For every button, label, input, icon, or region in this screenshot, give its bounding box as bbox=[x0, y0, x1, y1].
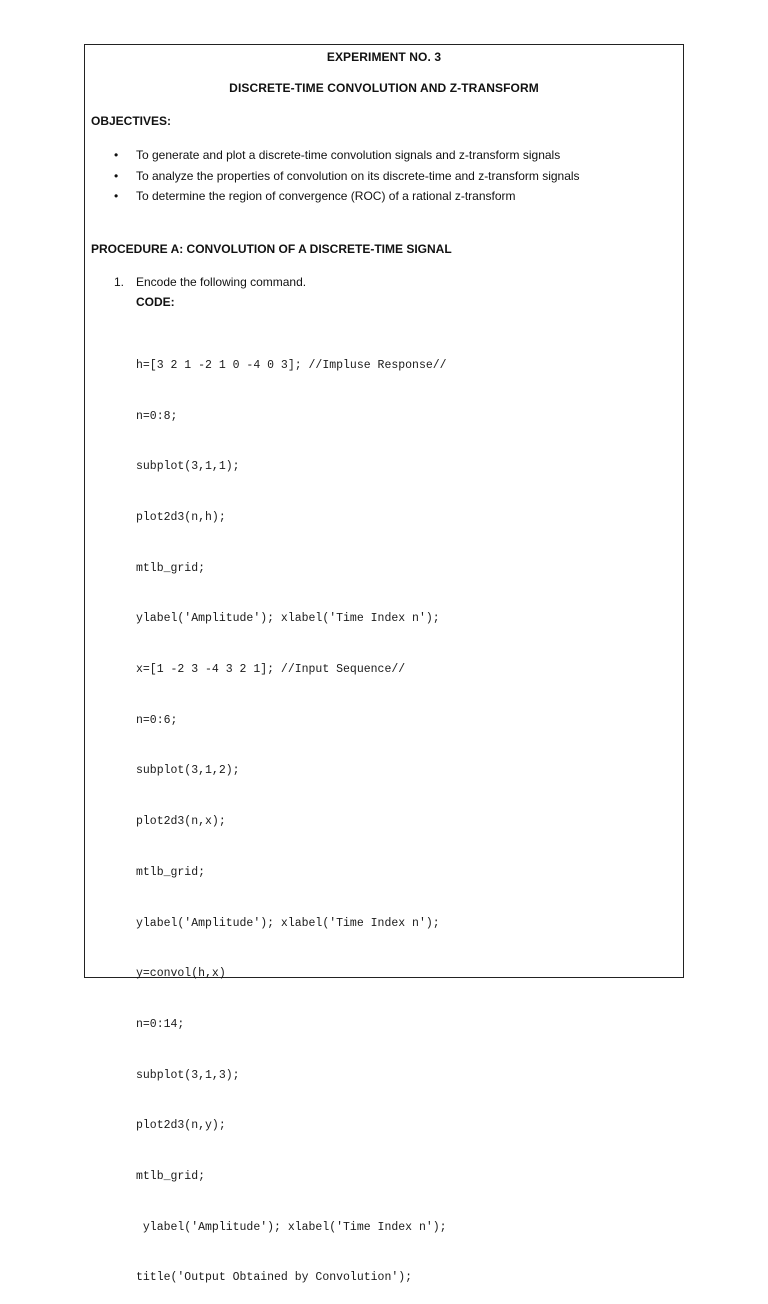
code-line: n=0:14; bbox=[136, 1017, 185, 1031]
objective-item: • To determine the region of convergence (ROC) of a rational z-transform bbox=[114, 189, 580, 210]
code-line: ylabel('Amplitude'); xlabel('Time Index n'); bbox=[136, 612, 440, 626]
code-line: subplot(3,1,2); bbox=[136, 764, 240, 778]
code-line: mtlb_grid; bbox=[136, 561, 206, 575]
code-block bbox=[136, 324, 447, 1304]
code-line: n=0:8; bbox=[136, 409, 178, 423]
objective-item: • To analyze the properties of convolution on its discrete-time and z-transform signals bbox=[114, 169, 580, 190]
code-line: y=convol(h,x) bbox=[136, 967, 226, 981]
objectives-heading: OBJECTIVES: bbox=[91, 114, 172, 128]
code-line: plot2d3(n,h); bbox=[136, 510, 226, 524]
code-line: ylabel('Amplitude'); xlabel('Time Index n'); bbox=[136, 1220, 447, 1234]
code-line: mtlb_grid; bbox=[136, 1170, 206, 1184]
code-label: CODE: bbox=[136, 295, 175, 309]
objective-item: • To generate and plot a discrete-time convolution signals and z-transform signals bbox=[114, 148, 580, 169]
code-line: x=[1 -2 3 -4 3 2 1]; //Input Sequence// bbox=[136, 663, 406, 677]
code-line: mtlb_grid; bbox=[136, 865, 206, 879]
code-line: subplot(3,1,1); bbox=[136, 460, 240, 474]
objectives-list bbox=[114, 148, 580, 210]
code-line: n=0:6; bbox=[136, 713, 178, 727]
procedure-heading: PROCEDURE A: CONVOLUTION OF A DISCRETE-TIME SIGNAL bbox=[91, 242, 452, 256]
step-text: Encode the following command. bbox=[136, 275, 307, 289]
code-line: h=[3 2 1 -2 1 0 -4 0 3]; //Impluse Response// bbox=[136, 358, 447, 372]
step-number: 1. bbox=[114, 275, 125, 289]
code-line: plot2d3(n,x); bbox=[136, 815, 226, 829]
code-line: subplot(3,1,3); bbox=[136, 1068, 240, 1082]
code-line: ylabel('Amplitude'); xlabel('Time Index n'); bbox=[136, 916, 440, 930]
experiment-title: EXPERIMENT NO. 3 bbox=[326, 50, 442, 64]
code-line: title('Output Obtained by Convolution'); bbox=[136, 1271, 413, 1285]
code-line: plot2d3(n,y); bbox=[136, 1119, 226, 1133]
experiment-subtitle: DISCRETE-TIME CONVOLUTION AND Z-TRANSFORM bbox=[229, 81, 539, 95]
step-item bbox=[114, 275, 306, 289]
